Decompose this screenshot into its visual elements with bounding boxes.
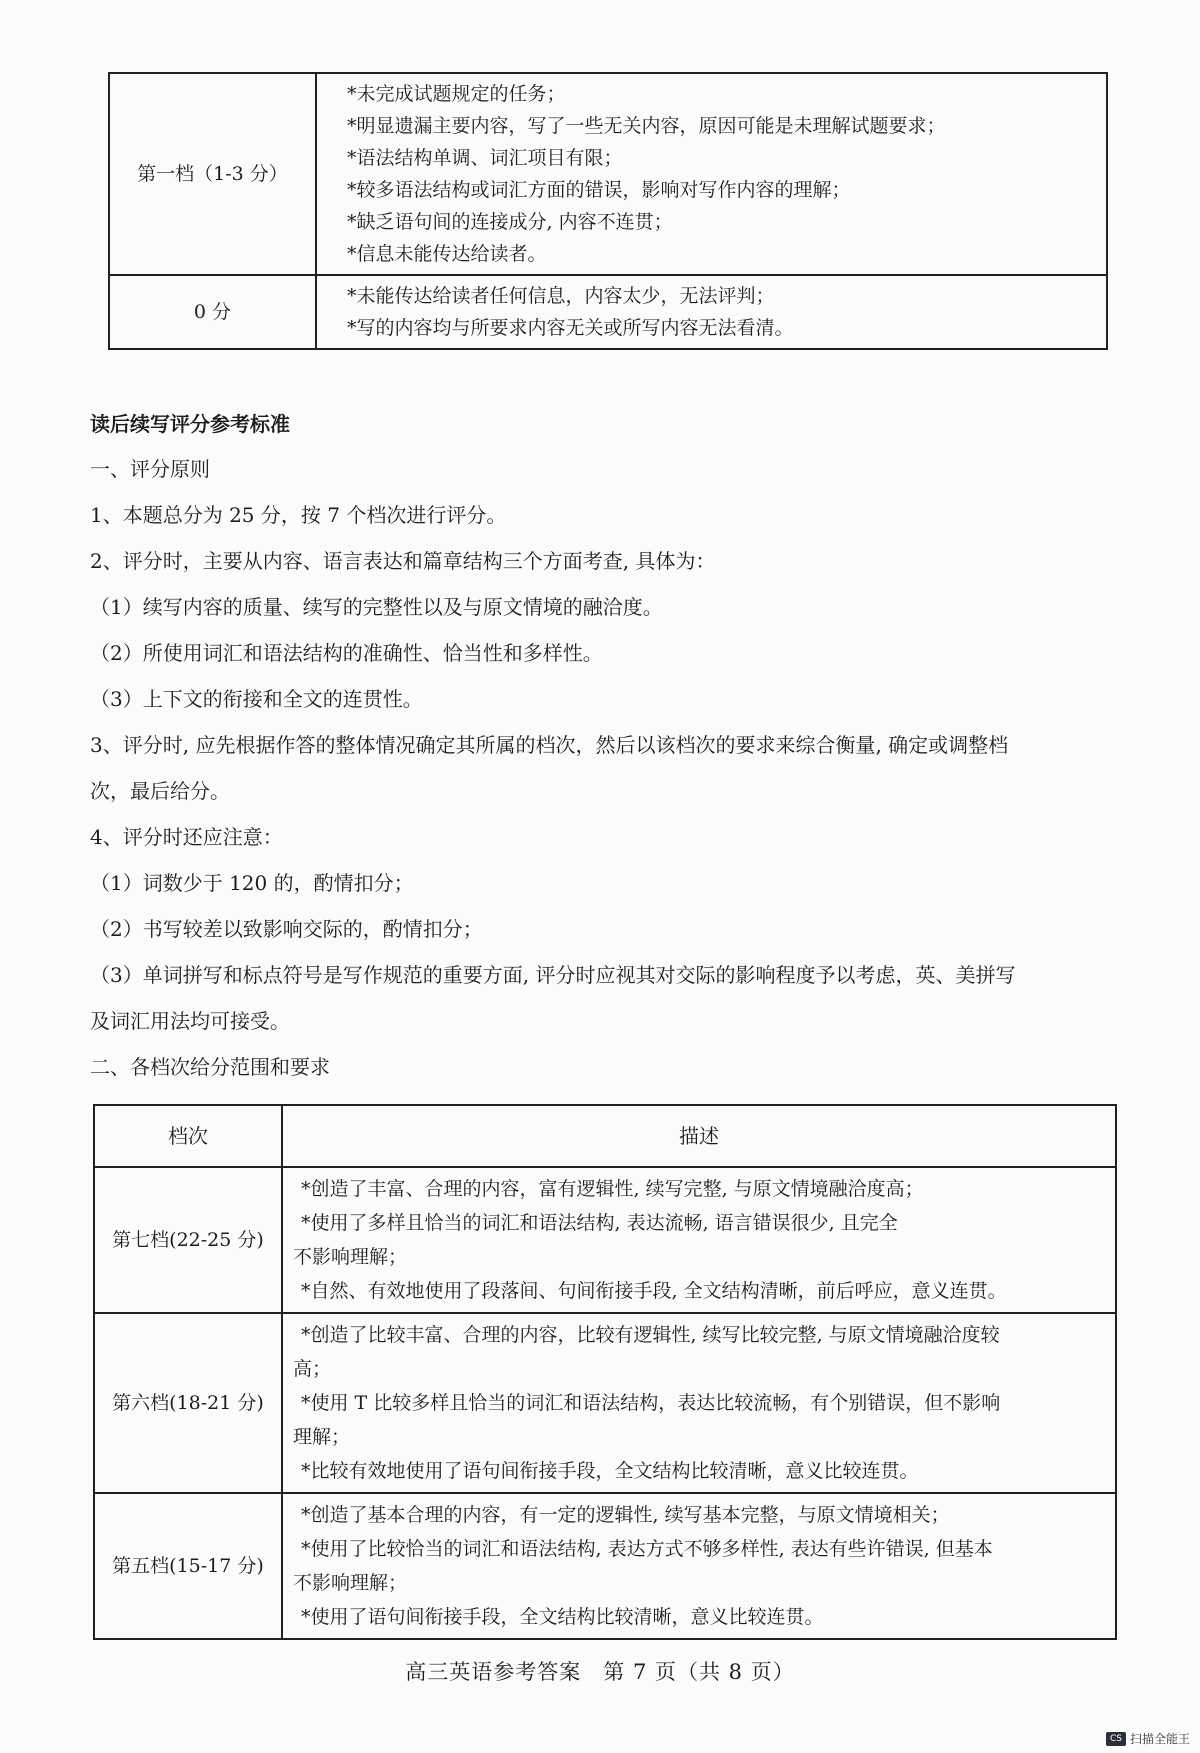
paragraph-line: 2、评分时，主要从内容、语言表达和篇章结构三个方面考查, 具体为： [90, 549, 716, 573]
table-row [94, 1313, 1116, 1493]
criterion-line: *自然、有效地使用了段落间、句间衔接手段, 全文结构清晰，前后呼应，意义连贯。 [301, 1280, 1007, 1302]
criterion-line: *比较有效地使用了语句间衔接手段，全文结构比较清晰，意义比较连贯。 [301, 1460, 919, 1482]
table-row [94, 1167, 1116, 1313]
scanner-watermark [1106, 1730, 1190, 1747]
criterion-line: *信息未能传达给读者。 [347, 243, 547, 265]
criterion-line: *创造了基本合理的内容，有一定的逻辑性, 续写基本完整，与原文情境相关； [301, 1504, 950, 1526]
level-label: 第七档(22-25 分) [94, 1167, 282, 1313]
criterion-line: *创造了比较丰富、合理的内容，比较有逻辑性, 续写比较完整, 与原文情境融洽度较 [301, 1324, 1000, 1346]
level-description [316, 73, 1107, 275]
criterion-line: *使用了比较恰当的词汇和语法结构, 表达方式不够多样性, 表达有些许错误, 但基本 [301, 1538, 993, 1560]
paragraph-line: 二、各档次给分范围和要求 [90, 1055, 330, 1079]
table-row [109, 275, 1107, 349]
criterion-line: *明显遗漏主要内容，写了一些无关内容，原因可能是未理解试题要求； [347, 115, 946, 137]
grading-table-bottom [93, 1104, 1117, 1640]
criterion-line: *未能传达给读者任何信息，内容太少，无法评判； [347, 285, 775, 307]
criterion-line: *缺乏语句间的连接成分, 内容不连贯； [347, 211, 673, 233]
paragraph-line: （1）词数少于 120 的，酌情扣分； [90, 871, 414, 895]
table-row [109, 73, 1107, 275]
level-description [316, 275, 1107, 349]
grading-table-top [108, 72, 1108, 350]
criterion-line: 不影响理解； [293, 1572, 408, 1594]
paragraph-line: 3、评分时, 应先根据作答的整体情况确定其所属的档次，然后以该档次的要求来综合衡量, 确定或调整档 [90, 733, 1009, 757]
paragraph-line: 次，最后给分。 [90, 779, 230, 803]
level-description [282, 1167, 1116, 1313]
criterion-line: *使用了语句间衔接手段，全文结构比较清晰，意义比较连贯。 [301, 1606, 824, 1628]
table-row [94, 1493, 1116, 1639]
scanner-logo-icon: CS [1106, 1732, 1126, 1746]
header-description: 描述 [282, 1105, 1116, 1167]
paragraph-line: 4、评分时还应注意： [90, 825, 283, 849]
section-title: 读后续写评分参考标准 [90, 412, 290, 436]
table-header-row [94, 1105, 1116, 1167]
criterion-line: *语法结构单调、词汇项目有限； [347, 147, 623, 169]
criterion-line: *未完成试题规定的任务； [347, 83, 566, 105]
paragraph-line: （2）书写较差以致影响交际的，酌情扣分； [90, 917, 483, 941]
scanner-label: 扫描全能王 [1129, 1732, 1190, 1746]
level-label: 0 分 [109, 275, 316, 349]
header-level: 档次 [94, 1105, 282, 1167]
criterion-line: *创造了丰富、合理的内容，富有逻辑性, 续写完整, 与原文情境融洽度高； [301, 1178, 924, 1200]
page-footer: 高三英语参考答案 第 7 页（共 8 页） [405, 1660, 795, 1684]
level-label: 第五档(15-17 分) [94, 1493, 282, 1639]
paragraph-line: （1）续写内容的质量、续写的完整性以及与原文情境的融洽度。 [90, 595, 663, 619]
paragraph-line: 及词汇用法均可接受。 [90, 1009, 290, 1033]
level-label: 第六档(18-21 分) [94, 1313, 282, 1493]
criterion-line: *使用 T 比较多样且恰当的词汇和语法结构，表达比较流畅，有个别错误，但不影响 [301, 1392, 1001, 1414]
criterion-line: 高； [293, 1358, 332, 1380]
paragraph-line: 1、本题总分为 25 分，按 7 个档次进行评分。 [90, 503, 507, 527]
criterion-line: *写的内容均与所要求内容无关或所写内容无法看清。 [347, 317, 794, 339]
paragraph-line: （3）单词拼写和标点符号是写作规范的重要方面, 评分时应视其对交际的影响程度予以考虑，英、美拼写 [90, 963, 1016, 987]
criterion-line: 不影响理解； [293, 1246, 408, 1268]
scoring-principles [90, 446, 1120, 1090]
paragraph-line: 一、评分原则 [90, 457, 210, 481]
level-label: 第一档（1-3 分） [109, 73, 316, 275]
criterion-line: 理解； [293, 1426, 351, 1448]
criterion-line: *使用了多样且恰当的词汇和语法结构, 表达流畅, 语言错误很少, 且完全 [301, 1212, 898, 1234]
level-description [282, 1313, 1116, 1493]
criterion-line: *较多语法结构或词汇方面的错误，影响对写作内容的理解； [347, 179, 851, 201]
level-description [282, 1493, 1116, 1639]
paragraph-line: （2）所使用词汇和语法结构的准确性、恰当性和多样性。 [90, 641, 603, 665]
paragraph-line: （3）上下文的衔接和全文的连贯性。 [90, 687, 423, 711]
